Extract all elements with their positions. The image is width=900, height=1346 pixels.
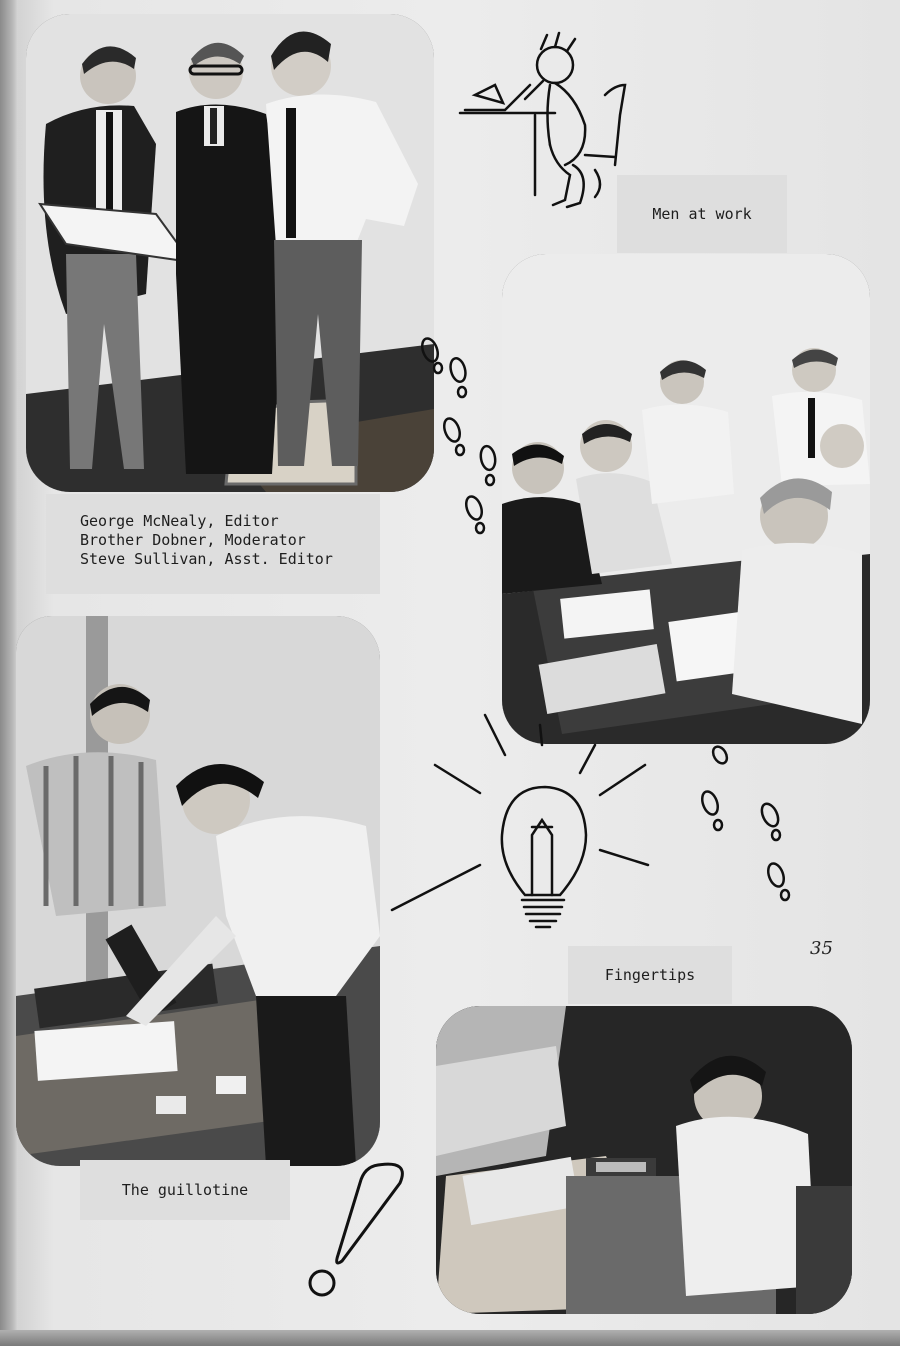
fingertips-photo [436,1006,852,1314]
page-bottom-shadow [0,1330,900,1346]
exclamation-mark-icon [300,1155,420,1305]
lightbulb-icon [390,695,690,940]
guillotine-photo [16,616,380,1166]
guillotine-caption-text: The guillotine [121,1181,249,1199]
editors-photo [26,14,434,492]
cartoon-writer-icon [455,25,635,225]
staff-caption-line-editor: George McNealy, Editor [80,512,279,530]
guillotine-caption [80,1160,290,1220]
men-at-work-caption [617,175,787,253]
staff-caption [46,494,380,594]
men-at-work-photo [502,254,870,744]
footprints-icon [690,745,810,905]
footprints-icon [410,330,510,540]
fingertips-caption [568,946,732,1004]
men-at-work-caption-text: Men at work [652,205,752,223]
fingertips-caption-text: Fingertips [604,966,696,984]
staff-caption-line-moderator: Brother Dobner, Moderator [80,531,306,549]
page-number: 35 [810,938,833,959]
staff-caption-line-asst-editor: Steve Sullivan, Asst. Editor [80,550,333,568]
